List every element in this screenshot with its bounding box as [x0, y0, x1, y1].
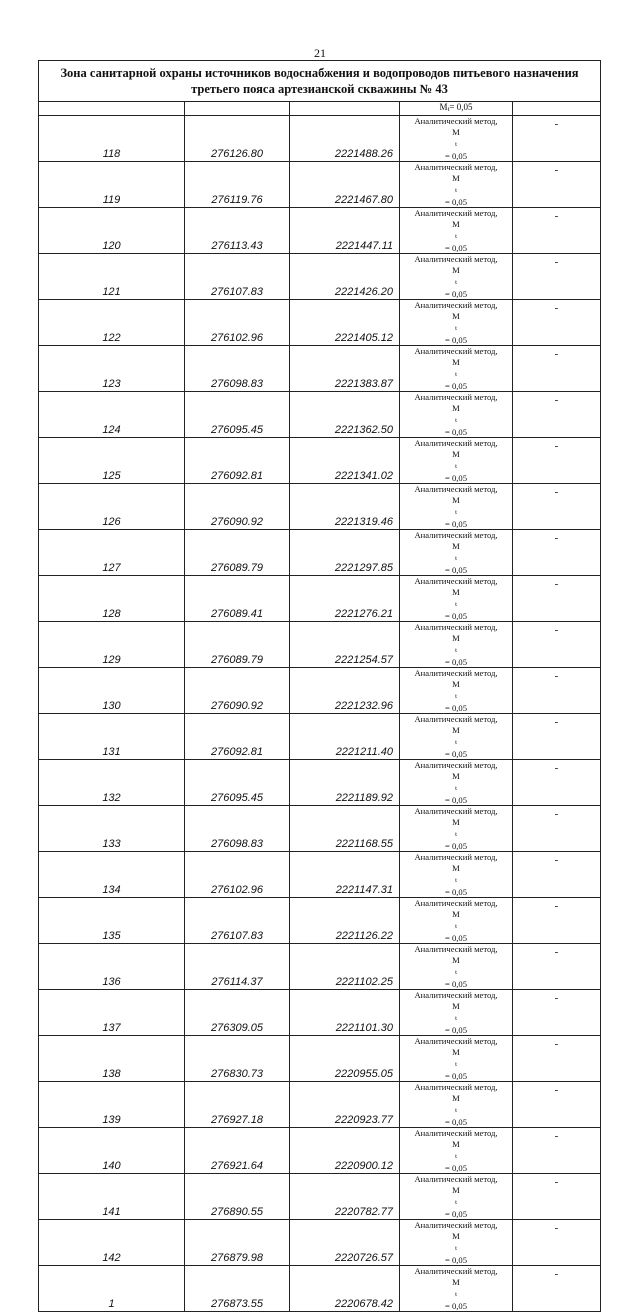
x-coordinate: 276113.43 [185, 208, 290, 254]
x-coordinate: 276927.18 [185, 1082, 290, 1128]
precision-value: = 0,05 [444, 288, 468, 299]
precision-sub: t [455, 601, 457, 608]
method-text: Аналитический метод, [414, 576, 498, 586]
method-cell [400, 898, 513, 944]
precision-value: = 0,05 [444, 564, 468, 575]
point-number: 128 [39, 576, 185, 622]
precision-label: M [452, 1046, 460, 1057]
precision-text [400, 357, 512, 392]
precision-sub: t [455, 509, 457, 516]
method-cell [400, 944, 513, 990]
note-cell: - [513, 1082, 601, 1128]
precision-text [400, 541, 512, 576]
method-text: Аналитический метод, [414, 760, 498, 770]
point-number: 131 [39, 714, 185, 760]
point-number: 141 [39, 1174, 185, 1220]
method-cell [400, 162, 513, 208]
x-coordinate: 276089.79 [185, 530, 290, 576]
y-coordinate: 2220955.05 [290, 1036, 400, 1082]
precision-text [400, 1139, 512, 1174]
method-cell [400, 576, 513, 622]
note-cell: - [513, 990, 601, 1036]
precision-label: M [452, 770, 460, 781]
precision-sub: t [455, 187, 457, 194]
precision-sub: t [455, 831, 457, 838]
method-text: Аналитический метод, [414, 714, 498, 724]
note-cell: - [513, 1266, 601, 1312]
table-row [39, 392, 601, 438]
method-text: Аналитический метод, [414, 346, 498, 356]
precision-sub: t [455, 463, 457, 470]
method-text: Аналитический метод, [414, 1082, 498, 1092]
table-row [39, 852, 601, 898]
x-coordinate: 276098.83 [185, 806, 290, 852]
note-cell: - [513, 1036, 601, 1082]
precision-text [400, 1231, 512, 1266]
note-cell: - [513, 576, 601, 622]
table-row [39, 300, 601, 346]
note-cell: - [513, 852, 601, 898]
x-coordinate: 276879.98 [185, 1220, 290, 1266]
precision-text [400, 1093, 512, 1128]
carry-m-label: M [439, 102, 448, 112]
method-text: Аналитический метод, [414, 852, 498, 862]
method-text: Аналитический метод, [414, 254, 498, 264]
precision-sub: t [455, 141, 457, 148]
note-cell: - [513, 1174, 601, 1220]
point-number: 130 [39, 668, 185, 714]
table-row [39, 1036, 601, 1082]
precision-text [400, 219, 512, 254]
method-cell [400, 116, 513, 162]
point-number: 118 [39, 116, 185, 162]
method-cell [400, 1220, 513, 1266]
table-row [39, 530, 601, 576]
x-coordinate: 276092.81 [185, 714, 290, 760]
method-text: Аналитический метод, [414, 1128, 498, 1138]
x-coordinate: 276114.37 [185, 944, 290, 990]
precision-sub: t [455, 785, 457, 792]
y-coordinate: 2220782.77 [290, 1174, 400, 1220]
point-number: 1 [39, 1266, 185, 1312]
carry-y-cell [290, 102, 400, 116]
x-coordinate: 276102.96 [185, 852, 290, 898]
precision-sub: t [455, 1061, 457, 1068]
precision-label: M [452, 632, 460, 643]
x-coordinate: 276095.45 [185, 392, 290, 438]
precision-label: M [452, 1092, 460, 1103]
point-number: 125 [39, 438, 185, 484]
method-text: Аналитический метод, [414, 392, 498, 402]
method-cell [400, 760, 513, 806]
y-coordinate: 2221383.87 [290, 346, 400, 392]
precision-sub: t [455, 417, 457, 424]
x-coordinate: 276098.83 [185, 346, 290, 392]
note-cell: - [513, 300, 601, 346]
precision-value: = 0,05 [444, 656, 468, 667]
method-text: Аналитический метод, [414, 1220, 498, 1230]
precision-text [400, 587, 512, 622]
note-cell: - [513, 208, 601, 254]
carry-num-cell [39, 102, 185, 116]
precision-value: = 0,05 [444, 380, 468, 391]
y-coordinate: 2221488.26 [290, 116, 400, 162]
precision-label: M [452, 402, 460, 413]
carry-m-sub: t [447, 106, 450, 113]
method-cell [400, 1174, 513, 1220]
method-cell [400, 852, 513, 898]
precision-text [400, 725, 512, 760]
precision-value: = 0,05 [444, 702, 468, 713]
x-coordinate: 276126.80 [185, 116, 290, 162]
precision-label: M [452, 724, 460, 735]
y-coordinate: 2220900.12 [290, 1128, 400, 1174]
precision-label: M [452, 1000, 460, 1011]
y-coordinate: 2221362.50 [290, 392, 400, 438]
precision-value: = 0,05 [444, 518, 468, 529]
y-coordinate: 2221405.12 [290, 300, 400, 346]
precision-sub: t [455, 233, 457, 240]
point-number: 121 [39, 254, 185, 300]
precision-sub: t [455, 1245, 457, 1252]
note-cell: - [513, 622, 601, 668]
precision-value: = 0,05 [444, 1024, 468, 1035]
precision-value: = 0,05 [444, 1300, 468, 1311]
precision-text [400, 679, 512, 714]
table-row [39, 254, 601, 300]
table-row [39, 576, 601, 622]
note-cell: - [513, 944, 601, 990]
y-coordinate: 2221319.46 [290, 484, 400, 530]
precision-label: M [452, 1138, 460, 1149]
x-coordinate: 276090.92 [185, 484, 290, 530]
y-coordinate: 2221101.30 [290, 990, 400, 1036]
note-cell: - [513, 438, 601, 484]
method-cell [400, 254, 513, 300]
precision-label: M [452, 954, 460, 965]
precision-label: M [452, 494, 460, 505]
note-cell: - [513, 714, 601, 760]
table-row [39, 1266, 601, 1312]
y-coordinate: 2221189.92 [290, 760, 400, 806]
precision-sub: t [455, 1153, 457, 1160]
precision-text [400, 1277, 512, 1312]
method-cell [400, 1082, 513, 1128]
precision-text [400, 1185, 512, 1220]
x-coordinate: 276095.45 [185, 760, 290, 806]
precision-sub: t [455, 739, 457, 746]
precision-sub: t [455, 1107, 457, 1114]
precision-value: = 0,05 [444, 932, 468, 943]
table-row [39, 162, 601, 208]
point-number: 120 [39, 208, 185, 254]
method-cell [400, 1036, 513, 1082]
y-coordinate: 2221276.21 [290, 576, 400, 622]
point-number: 140 [39, 1128, 185, 1174]
x-coordinate: 276102.96 [185, 300, 290, 346]
point-number: 135 [39, 898, 185, 944]
precision-value: = 0,05 [444, 472, 468, 483]
table-row [39, 714, 601, 760]
precision-text [400, 403, 512, 438]
y-coordinate: 2221211.40 [290, 714, 400, 760]
x-coordinate: 276107.83 [185, 254, 290, 300]
method-text: Аналитический метод, [414, 484, 498, 494]
method-text: Аналитический метод, [414, 116, 498, 126]
precision-value: = 0,05 [444, 1208, 468, 1219]
method-text: Аналитический метод, [414, 300, 498, 310]
precision-value: = 0,05 [444, 1070, 468, 1081]
note-cell: - [513, 254, 601, 300]
precision-sub: t [455, 371, 457, 378]
table-row [39, 484, 601, 530]
method-text: Аналитический метод, [414, 944, 498, 954]
method-text: Аналитический метод, [414, 622, 498, 632]
table-row [39, 346, 601, 392]
precision-value: = 0,05 [444, 334, 468, 345]
precision-value: = 0,05 [444, 1254, 468, 1265]
point-number: 124 [39, 392, 185, 438]
method-cell [400, 714, 513, 760]
y-coordinate: 2220678.42 [290, 1266, 400, 1312]
note-cell: - [513, 484, 601, 530]
point-number: 127 [39, 530, 185, 576]
table-row [39, 1220, 601, 1266]
table-row [39, 622, 601, 668]
note-cell: - [513, 116, 601, 162]
note-cell: - [513, 162, 601, 208]
note-cell: - [513, 668, 601, 714]
y-coordinate: 2221297.85 [290, 530, 400, 576]
x-coordinate: 276873.55 [185, 1266, 290, 1312]
precision-label: M [452, 172, 460, 183]
table-row [39, 990, 601, 1036]
method-cell [400, 668, 513, 714]
precision-text [400, 955, 512, 990]
x-coordinate: 276830.73 [185, 1036, 290, 1082]
point-number: 126 [39, 484, 185, 530]
precision-sub: t [455, 325, 457, 332]
point-number: 134 [39, 852, 185, 898]
x-coordinate: 276089.79 [185, 622, 290, 668]
note-cell: - [513, 1220, 601, 1266]
table-row [39, 208, 601, 254]
point-number: 137 [39, 990, 185, 1036]
precision-value: = 0,05 [444, 1116, 468, 1127]
precision-label: M [452, 1276, 460, 1287]
precision-text [400, 1001, 512, 1036]
x-coordinate: 276092.81 [185, 438, 290, 484]
precision-label: M [452, 310, 460, 321]
y-coordinate: 2221232.96 [290, 668, 400, 714]
precision-label: M [452, 126, 460, 137]
x-coordinate: 276890.55 [185, 1174, 290, 1220]
x-coordinate: 276921.64 [185, 1128, 290, 1174]
precision-text [400, 1047, 512, 1082]
table-row [39, 806, 601, 852]
precision-sub: t [455, 1291, 457, 1298]
y-coordinate: 2221126.22 [290, 898, 400, 944]
method-cell [400, 622, 513, 668]
coordinates-table [38, 60, 601, 1312]
table-row [39, 1082, 601, 1128]
method-cell [400, 806, 513, 852]
precision-value: = 0,05 [444, 242, 468, 253]
point-number: 119 [39, 162, 185, 208]
y-coordinate: 2221426.20 [290, 254, 400, 300]
method-text: Аналитический метод, [414, 898, 498, 908]
precision-text [400, 173, 512, 208]
point-number: 123 [39, 346, 185, 392]
method-cell [400, 1266, 513, 1312]
precision-sub: t [455, 555, 457, 562]
precision-text [400, 863, 512, 898]
method-cell [400, 392, 513, 438]
method-text: Аналитический метод, [414, 1036, 498, 1046]
note-cell: - [513, 760, 601, 806]
table-row [39, 1174, 601, 1220]
point-number: 142 [39, 1220, 185, 1266]
precision-value: = 0,05 [444, 794, 468, 805]
table-row [39, 760, 601, 806]
precision-sub: t [455, 647, 457, 654]
precision-label: M [452, 586, 460, 597]
precision-value: = 0,05 [444, 840, 468, 851]
method-cell [400, 530, 513, 576]
method-cell [400, 438, 513, 484]
precision-label: M [452, 540, 460, 551]
note-cell: - [513, 392, 601, 438]
carry-method-cell [400, 102, 513, 116]
y-coordinate: 2221254.57 [290, 622, 400, 668]
precision-sub: t [455, 1199, 457, 1206]
precision-sub: t [455, 923, 457, 930]
precision-label: M [452, 862, 460, 873]
precision-label: M [452, 1184, 460, 1195]
precision-text [400, 817, 512, 852]
x-coordinate: 276089.41 [185, 576, 290, 622]
method-text: Аналитический метод, [414, 806, 498, 816]
page-number: 21 [314, 46, 326, 60]
precision-label: M [452, 678, 460, 689]
carry-x-cell [185, 102, 290, 116]
precision-value: = 0,05 [444, 886, 468, 897]
method-text: Аналитический метод, [414, 438, 498, 448]
precision-text [400, 265, 512, 300]
x-coordinate: 276309.05 [185, 990, 290, 1036]
method-text: Аналитический метод, [414, 208, 498, 218]
precision-label: M [452, 448, 460, 459]
precision-label: M [452, 218, 460, 229]
precision-text [400, 449, 512, 484]
point-number: 132 [39, 760, 185, 806]
x-coordinate: 276090.92 [185, 668, 290, 714]
table-row [39, 944, 601, 990]
precision-text [400, 495, 512, 530]
precision-label: M [452, 816, 460, 827]
carry-note-cell [513, 102, 601, 116]
title-row [39, 61, 601, 102]
precision-label: M [452, 1230, 460, 1241]
method-text: Аналитический метод, [414, 990, 498, 1000]
table-row [39, 898, 601, 944]
note-cell: - [513, 346, 601, 392]
precision-label: M [452, 264, 460, 275]
point-number: 122 [39, 300, 185, 346]
carry-over-row [39, 102, 601, 116]
note-cell: - [513, 898, 601, 944]
y-coordinate: 2221102.25 [290, 944, 400, 990]
table-title: Зона санитарной охраны источников водоснабжения и водопроводов питьевого назначения третьего пояса артезианской скважины № 43 [39, 61, 601, 102]
point-number: 138 [39, 1036, 185, 1082]
method-cell [400, 990, 513, 1036]
method-cell [400, 484, 513, 530]
precision-value: = 0,05 [444, 978, 468, 989]
precision-value: = 0,05 [444, 748, 468, 759]
y-coordinate: 2220923.77 [290, 1082, 400, 1128]
table-row [39, 116, 601, 162]
point-number: 139 [39, 1082, 185, 1128]
precision-value: = 0,05 [444, 1162, 468, 1173]
precision-text [400, 771, 512, 806]
precision-value: = 0,05 [444, 150, 468, 161]
precision-text [400, 311, 512, 346]
method-text: Аналитический метод, [414, 1174, 498, 1184]
precision-label: M [452, 908, 460, 919]
precision-sub: t [455, 693, 457, 700]
method-cell [400, 300, 513, 346]
precision-text [400, 127, 512, 162]
y-coordinate: 2221341.02 [290, 438, 400, 484]
y-coordinate: 2221147.31 [290, 852, 400, 898]
precision-sub: t [455, 877, 457, 884]
point-number: 133 [39, 806, 185, 852]
point-number: 129 [39, 622, 185, 668]
precision-sub: t [455, 279, 457, 286]
precision-value: = 0,05 [444, 196, 468, 207]
note-cell: - [513, 806, 601, 852]
table-row [39, 1128, 601, 1174]
method-text: Аналитический метод, [414, 530, 498, 540]
y-coordinate: 2221447.11 [290, 208, 400, 254]
carry-m-value: = 0,05 [449, 102, 473, 112]
point-number: 136 [39, 944, 185, 990]
y-coordinate: 2220726.57 [290, 1220, 400, 1266]
precision-sub: t [455, 969, 457, 976]
method-text: Аналитический метод, [414, 162, 498, 172]
method-cell [400, 1128, 513, 1174]
x-coordinate: 276107.83 [185, 898, 290, 944]
note-cell: - [513, 530, 601, 576]
y-coordinate: 2221168.55 [290, 806, 400, 852]
y-coordinate: 2221467.80 [290, 162, 400, 208]
table-row [39, 438, 601, 484]
method-text: Аналитический метод, [414, 668, 498, 678]
precision-text [400, 909, 512, 944]
method-cell [400, 346, 513, 392]
x-coordinate: 276119.76 [185, 162, 290, 208]
method-cell [400, 208, 513, 254]
precision-text [400, 633, 512, 668]
precision-value: = 0,05 [444, 426, 468, 437]
note-cell: - [513, 1128, 601, 1174]
precision-sub: t [455, 1015, 457, 1022]
method-text: Аналитический метод, [414, 1266, 498, 1276]
precision-label: M [452, 356, 460, 367]
precision-value: = 0,05 [444, 610, 468, 621]
table-row [39, 668, 601, 714]
